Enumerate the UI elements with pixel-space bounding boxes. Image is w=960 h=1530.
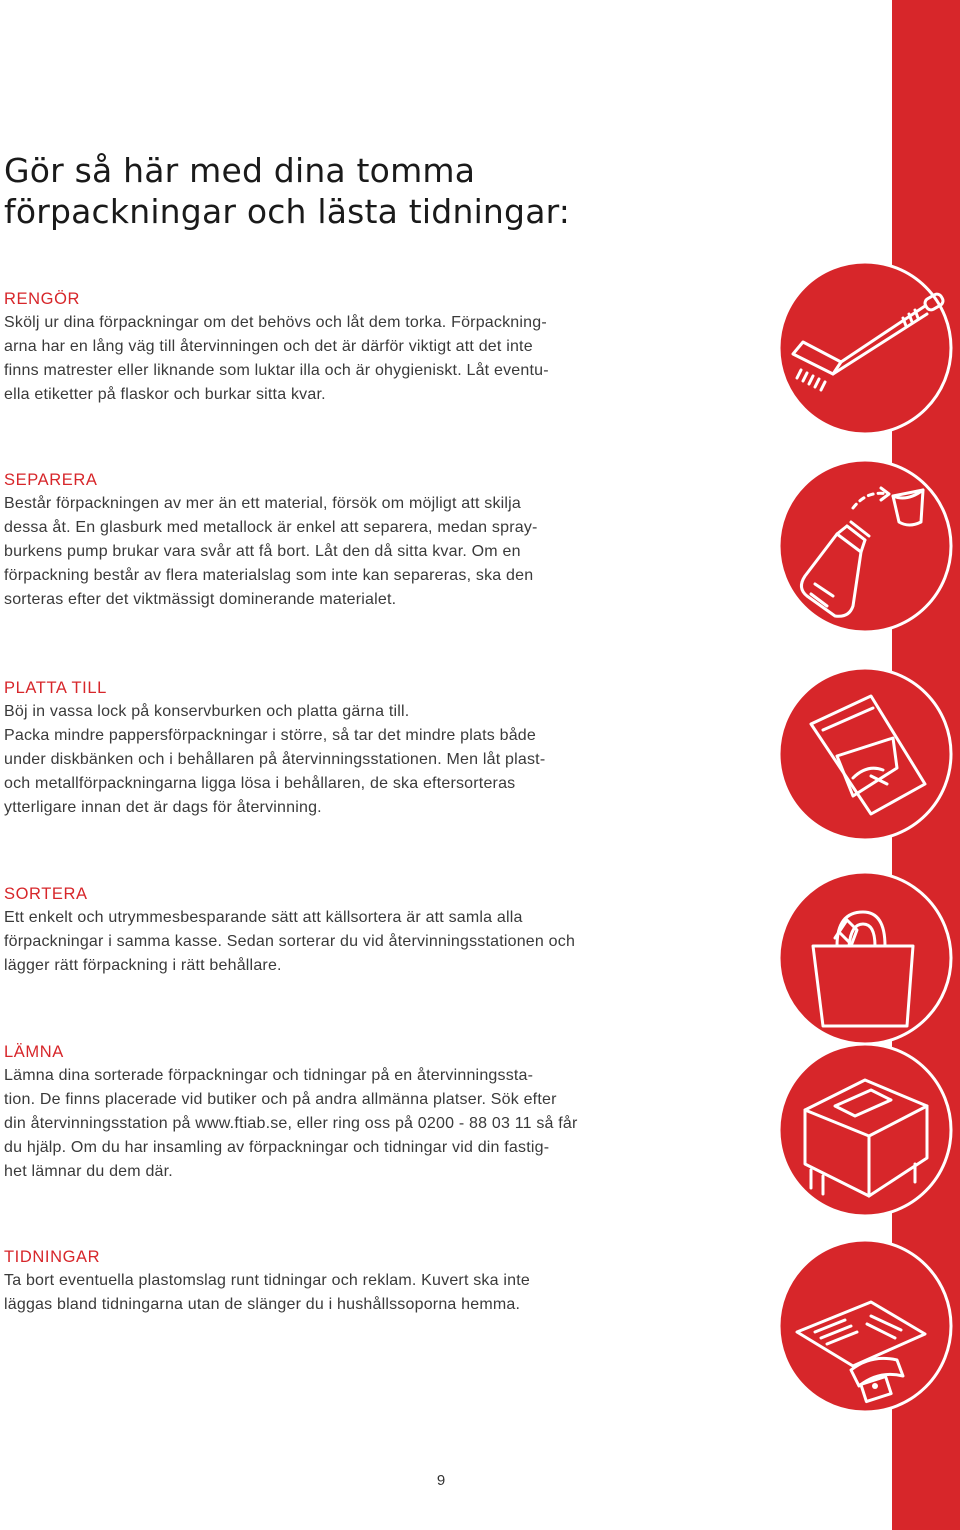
section-heading: SORTERA bbox=[4, 885, 88, 903]
body-line: dessa åt. En glasburk med metallock är enkel att separera, medan spray- bbox=[4, 519, 538, 536]
body-line: tion. De finns placerade vid butiker och på andra allmänna platser. Sök efter bbox=[4, 1091, 557, 1108]
section-lamna bbox=[4, 1040, 624, 1184]
bottle-cap-icon bbox=[775, 456, 955, 636]
body-line: burkens pump brukar vara svår att få bort. Låt den då sitta kvar. Om en bbox=[4, 543, 521, 560]
section-body bbox=[4, 1064, 624, 1184]
body-line: ytterligare innan det är dags för återvinning. bbox=[4, 799, 322, 816]
body-line: läggas bland tidningarna utan de slänger du i hushållssoporna hemma. bbox=[4, 1296, 521, 1313]
brush-icon bbox=[775, 258, 955, 438]
section-heading: RENGÖR bbox=[4, 290, 81, 308]
body-line: Lämna dina sorterade förpackningar och tidningar på en återvinningssta- bbox=[4, 1067, 534, 1084]
body-line: förpackningar i samma kasse. Sedan sorterar du vid återvinningsstationen och bbox=[4, 933, 576, 950]
section-heading: SEPARERA bbox=[4, 471, 98, 489]
body-line: finns matrester eller liknande som luktar illa och är ohygieniskt. Låt eventu- bbox=[4, 362, 549, 379]
section-sortera bbox=[4, 882, 624, 978]
section-body bbox=[4, 700, 624, 820]
body-line: Består förpackningen av mer än ett material, försök om möjligt att skilja bbox=[4, 495, 522, 512]
body-line: sorteras efter det viktmässigt dominerande materialet. bbox=[4, 591, 397, 608]
body-line: het lämnar du dem där. bbox=[4, 1163, 173, 1180]
section-body bbox=[4, 492, 624, 612]
body-line: din återvinningsstation på www.ftiab.se, eller ring oss på 0200 - 88 03 11 så får bbox=[4, 1115, 578, 1132]
section-body bbox=[4, 1269, 624, 1317]
body-line: Skölj ur dina förpackningar om det behövs och låt dem torka. Förpackning- bbox=[4, 314, 547, 331]
section-heading: TIDNINGAR bbox=[4, 1248, 101, 1266]
body-line: lägger rätt förpackning i rätt behållare. bbox=[4, 957, 282, 974]
page-number: 9 bbox=[436, 1472, 446, 1489]
body-line: och metallförpackningarna ligga lösa i behållaren, de ska eftersorteras bbox=[4, 775, 516, 792]
page-title bbox=[4, 150, 570, 232]
body-line: Böj in vassa lock på konservburken och platta gärna till. bbox=[4, 703, 410, 720]
title-line-1: Gör så här med dina tomma bbox=[4, 151, 476, 190]
body-line: du hjälp. Om du har insamling av förpackningar och tidningar vid din fastig- bbox=[4, 1139, 550, 1156]
section-body bbox=[4, 906, 624, 978]
section-body bbox=[4, 311, 624, 407]
recycling-container-icon bbox=[775, 1040, 955, 1220]
body-line: Packa mindre pappersförpackningar i större, så tar det mindre plats både bbox=[4, 727, 537, 744]
section-tidningar bbox=[4, 1245, 624, 1317]
shopping-bag-icon bbox=[775, 868, 955, 1048]
body-line: Ta bort eventuella plastomslag runt tidningar och reklam. Kuvert ska inte bbox=[4, 1272, 530, 1289]
body-line: förpackning består av flera materialslag som inte kan separeras, ska den bbox=[4, 567, 534, 584]
body-line: Ett enkelt och utrymmesbesparande sätt att källsortera är att samla alla bbox=[4, 909, 523, 926]
title-line-2: förpackningar och lästa tidningar: bbox=[4, 192, 571, 231]
section-heading: LÄMNA bbox=[4, 1043, 64, 1061]
newspaper-icon bbox=[775, 1236, 955, 1416]
section-rengor bbox=[4, 287, 624, 407]
body-line: under diskbänken och i behållaren på återvinningsstationen. Men låt plast- bbox=[4, 751, 546, 768]
section-separera bbox=[4, 468, 624, 612]
section-platta-till bbox=[4, 676, 624, 820]
section-heading: PLATTA TILL bbox=[4, 679, 107, 697]
body-line: arna har en lång väg till återvinningen och det är därför viktigt att det inte bbox=[4, 338, 533, 355]
body-line: ella etiketter på flaskor och burkar sitta kvar. bbox=[4, 386, 326, 403]
flattened-carton-icon bbox=[775, 664, 955, 844]
